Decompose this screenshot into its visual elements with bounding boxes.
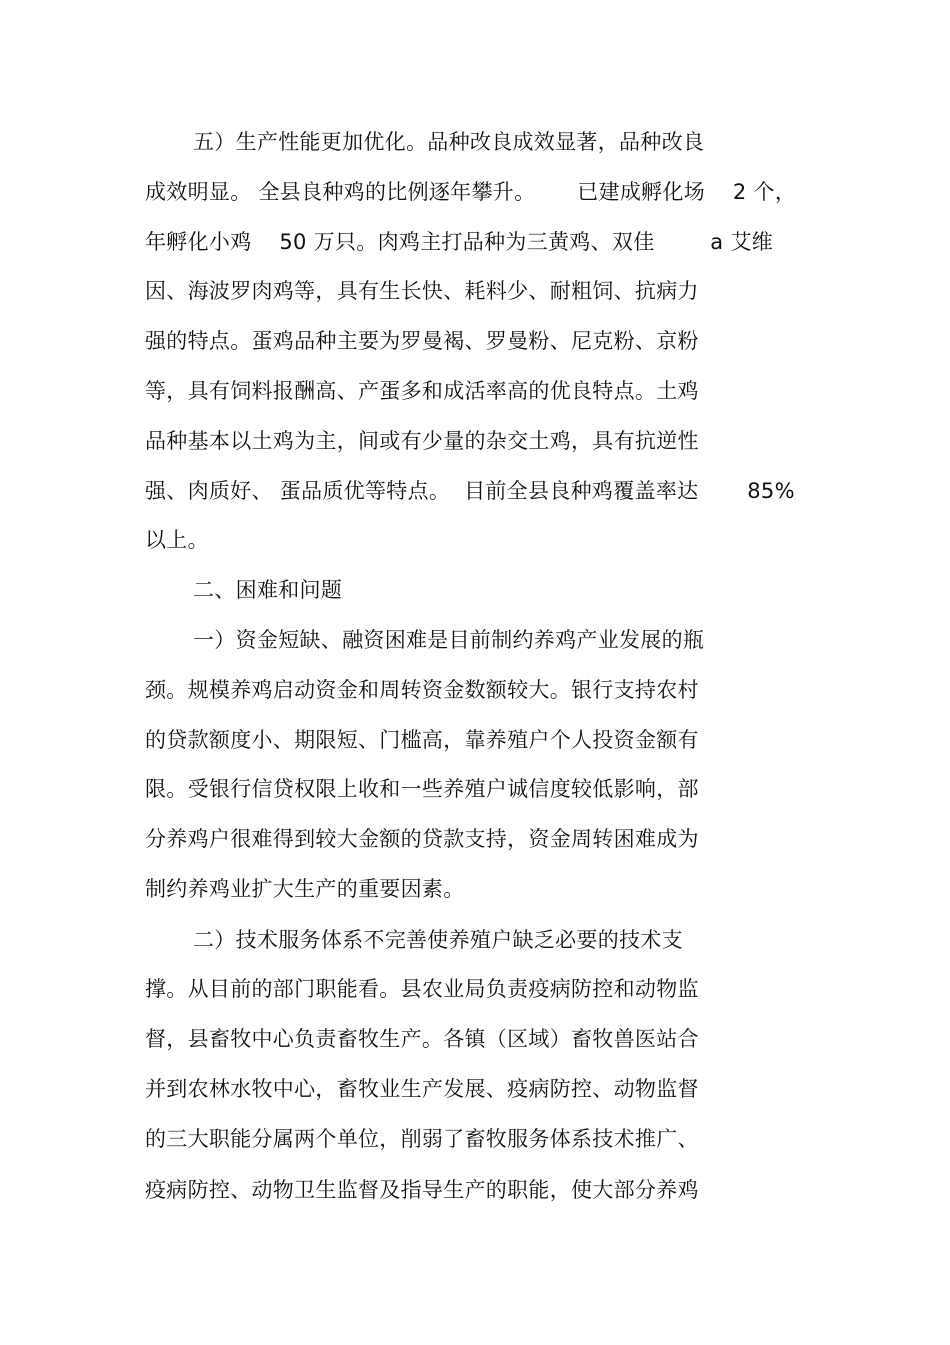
paragraph-line: 并到农林水牧中心，畜牧业生产发展、疫病防控、动物监督	[145, 1077, 699, 1101]
paragraph-line: 五）生产性能更加优化。品种改良成效显著，品种改良	[193, 130, 705, 154]
paragraph-line: 二）技术服务体系不完善使养殖户缺乏必要的技术支	[193, 928, 683, 952]
paragraph-line: 的三大职能分属两个单位，削弱了畜牧服务体系技术推广、	[145, 1127, 699, 1151]
paragraph-line: 品种基本以土鸡为主，间或有少量的杂交土鸡，具有抗逆性	[145, 429, 699, 453]
paragraph-line: 以上。	[145, 528, 209, 552]
paragraph-line: 强、肉质好、 蛋品质优等特点。 目前全县良种鸡覆盖率达 85%	[145, 479, 795, 503]
paragraph-line: 制约养鸡业扩大生产的重要因素。	[145, 877, 465, 901]
paragraph-line: 分养鸡户很难得到较大金额的贷款支持，资金周转困难成为	[145, 827, 699, 851]
paragraph-line: 疫病防控、动物卫生监督及指导生产的职能，使大部分养鸡	[145, 1178, 699, 1202]
paragraph-line: 等，具有饲料报酬高、产蛋多和成活率高的优良特点。土鸡	[145, 379, 699, 403]
paragraph-line: 强的特点。蛋鸡品种主要为罗曼褐、罗曼粉、尼克粉、京粉	[145, 329, 699, 353]
paragraph-line: 督，县畜牧中心负责畜牧生产。各镇（区域）畜牧兽医站合	[145, 1027, 699, 1051]
paragraph-line: 限。受银行信贷权限上收和一些养殖户诚信度较低影响，部	[145, 777, 699, 801]
paragraph-line: 成效明显。 全县良种鸡的比例逐年攀升。 已建成孵化场 2 个，	[145, 180, 797, 204]
paragraph-line: 颈。规模养鸡启动资金和周转资金数额较大。银行支持农村	[145, 678, 699, 702]
paragraph-line: 因、海波罗肉鸡等，具有生长快、耗料少、耐粗饲、抗病力	[145, 279, 699, 303]
section-heading: 二、困难和问题	[193, 578, 343, 602]
paragraph-line: 撑。从目前的部门职能看。县农业局负责疫病防控和动物监	[145, 977, 699, 1001]
paragraph-line: 年孵化小鸡 50 万只。肉鸡主打品种为三黄鸡、双佳 a 艾维	[145, 230, 774, 254]
paragraph-line: 的贷款额度小、期限短、门槛高，靠养殖户个人投资金额有	[145, 728, 699, 752]
paragraph-line: 一）资金短缺、融资困难是目前制约养鸡产业发展的瓶	[193, 628, 705, 652]
